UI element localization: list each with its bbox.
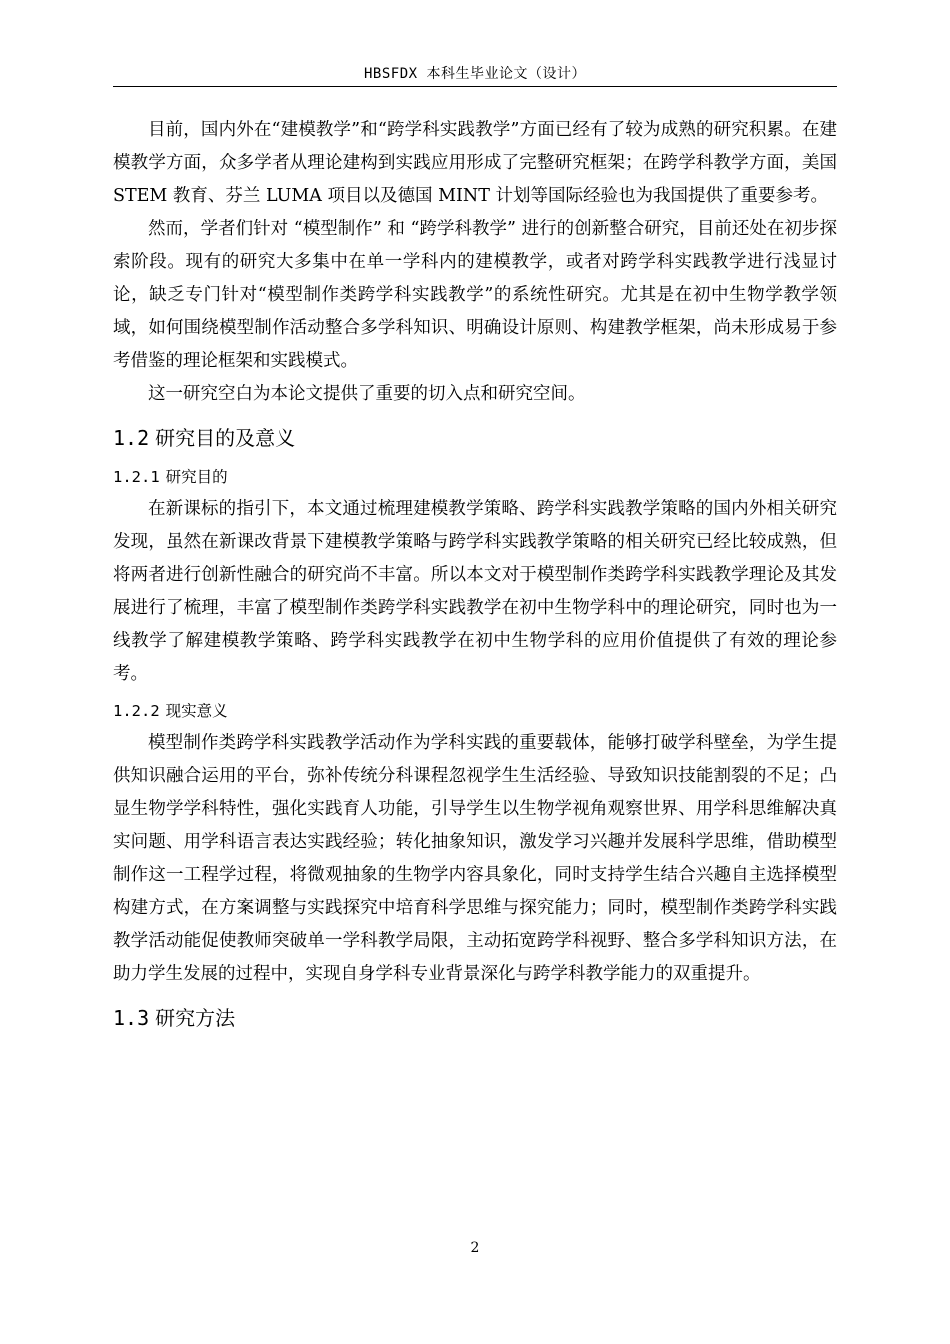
- section-heading-1-3: [113, 1003, 837, 1033]
- subsection-heading-1-2-1: [113, 465, 837, 489]
- subsection-title: 现实意义: [165, 702, 228, 720]
- section-heading-1-2: [113, 423, 837, 453]
- subsection-heading-1-2-2: [113, 699, 837, 723]
- body-paragraph: 模型制作类跨学科实践教学活动作为学科实践的重要载体，能够打破学科壁垒，为学生提供知识融合运用的平台，弥补传统分科课程忽视学生生活经验、导致知识技能割裂的不足；凸显生物学学科特性，强化实践育人功能，引导学生以生物学视角观察世界、用学科思维解决真实问题、用学科语言表达实践经验；转化抽象知识，激发学习兴趣并发展科学思维，借助模型制作这一工程学过程，将微观抽象的生物学内容具象化，同时支持学生结合兴趣自主选择模型构建方式，在方案调整与实践探究中培育科学思维与探究能力；同时，模型制作类跨学科实践教学活动能促使教师突破单一学科教学局限，主动拓宽跨学科视野、整合多学科知识方法，在助力学生发展的过程中，实现自身学科专业背景深化与跨学科教学能力的双重提升。: [113, 733, 837, 984]
- body-paragraph: 这一研究空白为本论文提供了重要的切入点和研究空间。: [148, 384, 586, 404]
- document-body: [113, 114, 837, 1045]
- page-number: 2: [470, 1240, 480, 1256]
- page-header: HBSFDX 本科生毕业论文（设计）: [363, 66, 586, 82]
- section-title: 研究方法: [155, 1006, 236, 1030]
- body-paragraph: 目前，国内外在“建模教学”和“跨学科实践教学”方面已经有了较为成熟的研究积累。在建模教学方面，众多学者从理论建构到实践应用形成了完整研究框架；在跨学科教学方面，美国 STEM 教育、芬兰 LUMA 项目以及德国 MINT 计划等国际经验也为我国提供了重要参考。: [113, 120, 837, 206]
- subsection-title: 研究目的: [165, 468, 228, 486]
- section-title: 研究目的及意义: [155, 426, 296, 450]
- subsection-number: 1.2.1: [113, 468, 160, 486]
- subsection-number: 1.2.2: [113, 702, 160, 720]
- body-paragraph: 在新课标的指引下，本文通过梳理建模教学策略、跨学科实践教学策略的国内外相关研究发现，虽然在新课改背景下建模教学策略与跨学科实践教学策略的相关研究已经比较成熟，但将两者进行创新性融合的研究尚不丰富。所以本文对于模型制作类跨学科实践教学理论及其发展进行了梳理，丰富了模型制作类跨学科实践教学在初中生物学科中的理论研究，同时也为一线教学了解建模教学策略、跨学科实践教学在初中生物学科的应用价值提供了有效的理论参考。: [113, 499, 837, 684]
- section-number: 1.3: [113, 1006, 150, 1030]
- section-number: 1.2: [113, 426, 150, 450]
- header-divider: [113, 86, 837, 87]
- body-paragraph: 然而，学者们针对 “模型制作” 和 “跨学科教学” 进行的创新整合研究，目前还处在初步探索阶段。现有的研究大多集中在单一学科内的建模教学，或者对跨学科实践教学进行浅显讨论，缺乏专门针对“模型制作类跨学科实践教学”的系统性研究。尤其是在初中生物学教学领域，如何围绕模型制作活动整合多学科知识、明确设计原则、构建教学框架，尚未形成易于参考借鉴的理论框架和实践模式。: [113, 219, 837, 371]
